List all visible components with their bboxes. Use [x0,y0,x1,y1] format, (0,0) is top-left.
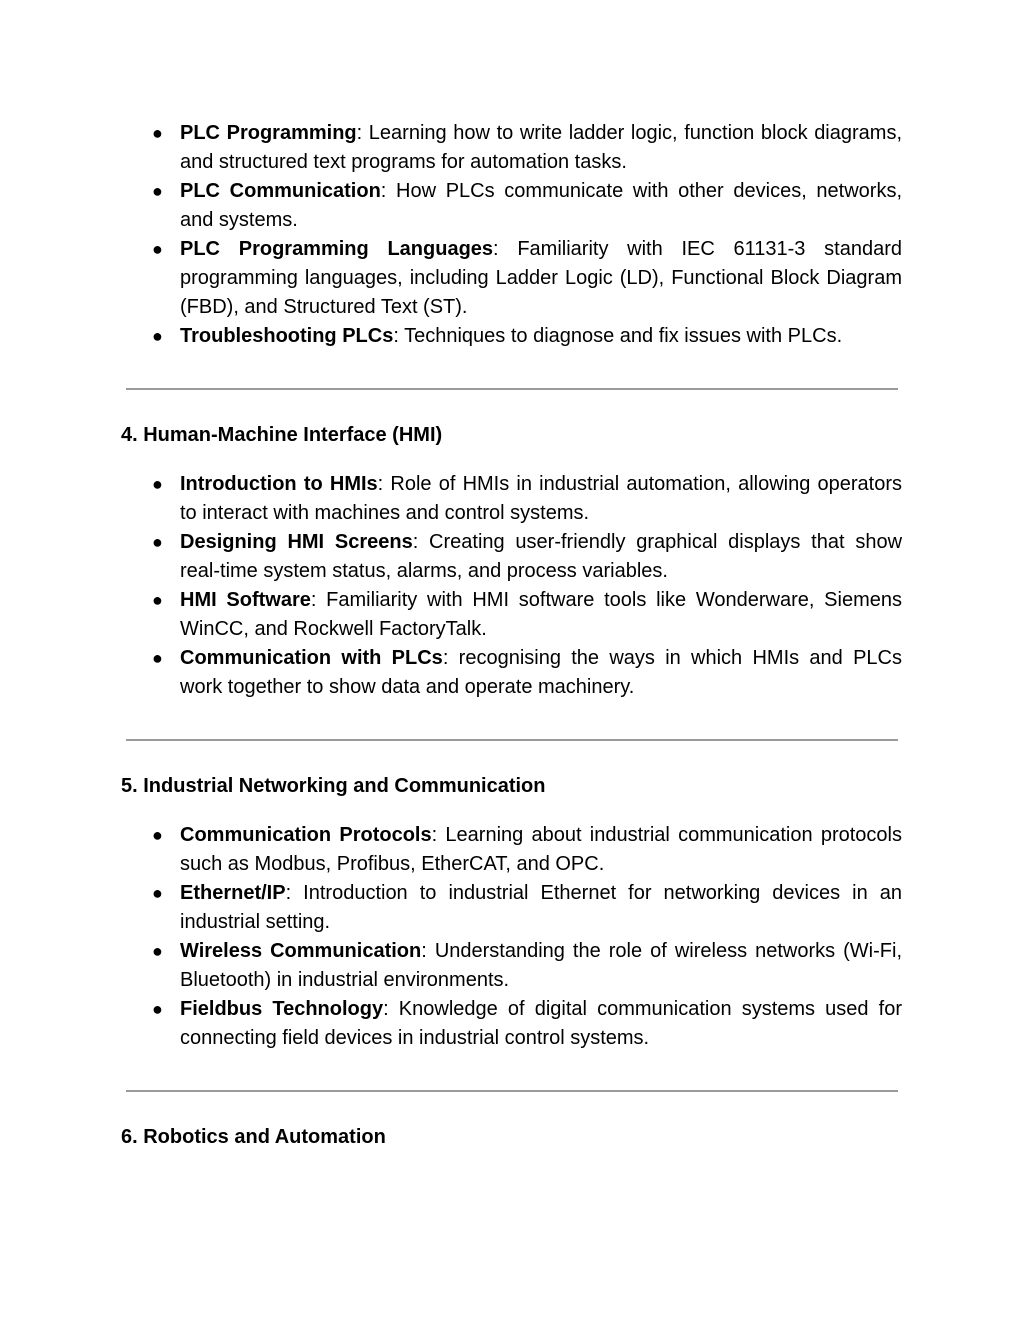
networking-topics-list [150,821,902,1053]
item-term: Introduction to HMIs [180,473,378,495]
plc-topics-list [150,119,902,351]
item-term: Communication with PLCs [180,647,443,669]
section-divider [126,739,898,741]
item-term: Designing HMI Screens [180,531,413,553]
item-term: Ethernet/IP [180,882,286,904]
bullet-icon: ● [152,648,163,668]
bullet-icon: ● [152,590,163,610]
item-description: : Understanding the role of wireless networks (Wi-Fi, Bluetooth) in industrial environments. [180,940,902,991]
item-term: PLC Communication [180,180,381,202]
item-description: : Learning about industrial communication protocols such as Modbus, Profibus, EtherCAT, and OPC. [180,824,902,875]
section-heading-hmi: 4. Human-Machine Interface (HMI) [121,424,443,446]
item-description: : recognising the ways in which HMIs and PLCs work together to show data and operate machinery. [180,647,902,698]
hmi-topics-list [150,470,902,702]
section-heading-networking: 5. Industrial Networking and Communication [121,775,546,797]
item-term: HMI Software [180,589,311,611]
bullet-icon: ● [152,941,163,961]
item-term: Communication Protocols [180,824,432,846]
item-description: : Role of HMIs in industrial automation, allowing operators to interact with machines and control systems. [180,473,903,524]
section-divider [126,1090,898,1092]
item-description: : Knowledge of digital communication systems used for connecting field devices in industrial control systems. [180,998,903,1049]
list-item [150,821,902,879]
section-divider [126,388,898,390]
item-term: PLC Programming [180,122,357,144]
item-term: Troubleshooting PLCs [180,325,394,347]
list-item [150,586,902,644]
list-item [150,644,902,702]
list-item [150,528,902,586]
section-heading-robotics: 6. Robotics and Automation [121,1126,386,1148]
item-description: : How PLCs communicate with other devices, networks, and systems. [180,180,903,231]
list-item [150,322,902,351]
bullet-icon: ● [152,999,163,1019]
item-term: Fieldbus Technology [180,998,384,1020]
bullet-icon: ● [152,123,163,143]
list-item [150,470,902,528]
item-description: : Familiarity with IEC 61131-3 standard programming languages, including Ladder Logic (LD), Functional Block Diagram (FBD), and Structured Text (ST). [180,238,902,318]
list-item [150,937,902,995]
bullet-icon: ● [152,532,163,552]
item-description: : Learning how to write ladder logic, function block diagrams, and structured text programs for automation tasks. [180,122,903,173]
list-item [150,235,902,322]
bullet-icon: ● [152,181,163,201]
list-item [150,177,902,235]
bullet-icon: ● [152,883,163,903]
item-term: PLC Programming Languages [180,238,494,260]
list-item [150,879,902,937]
item-description: : Introduction to industrial Ethernet for networking devices in an industrial setting. [180,882,902,933]
item-description: : Familiarity with HMI software tools like Wonderware, Siemens WinCC, and Rockwell FactoryTalk. [180,589,902,640]
list-item [150,119,902,177]
list-item [150,995,902,1053]
bullet-icon: ● [152,326,163,346]
item-description: : Creating user-friendly graphical displays that show real-time system status, alarms, and process variables. [180,531,903,582]
bullet-icon: ● [152,239,163,259]
item-description: : Techniques to diagnose and fix issues with PLCs. [393,325,843,347]
bullet-icon: ● [152,474,163,494]
bullet-icon: ● [152,825,163,845]
item-term: Wireless Communication [180,940,422,962]
